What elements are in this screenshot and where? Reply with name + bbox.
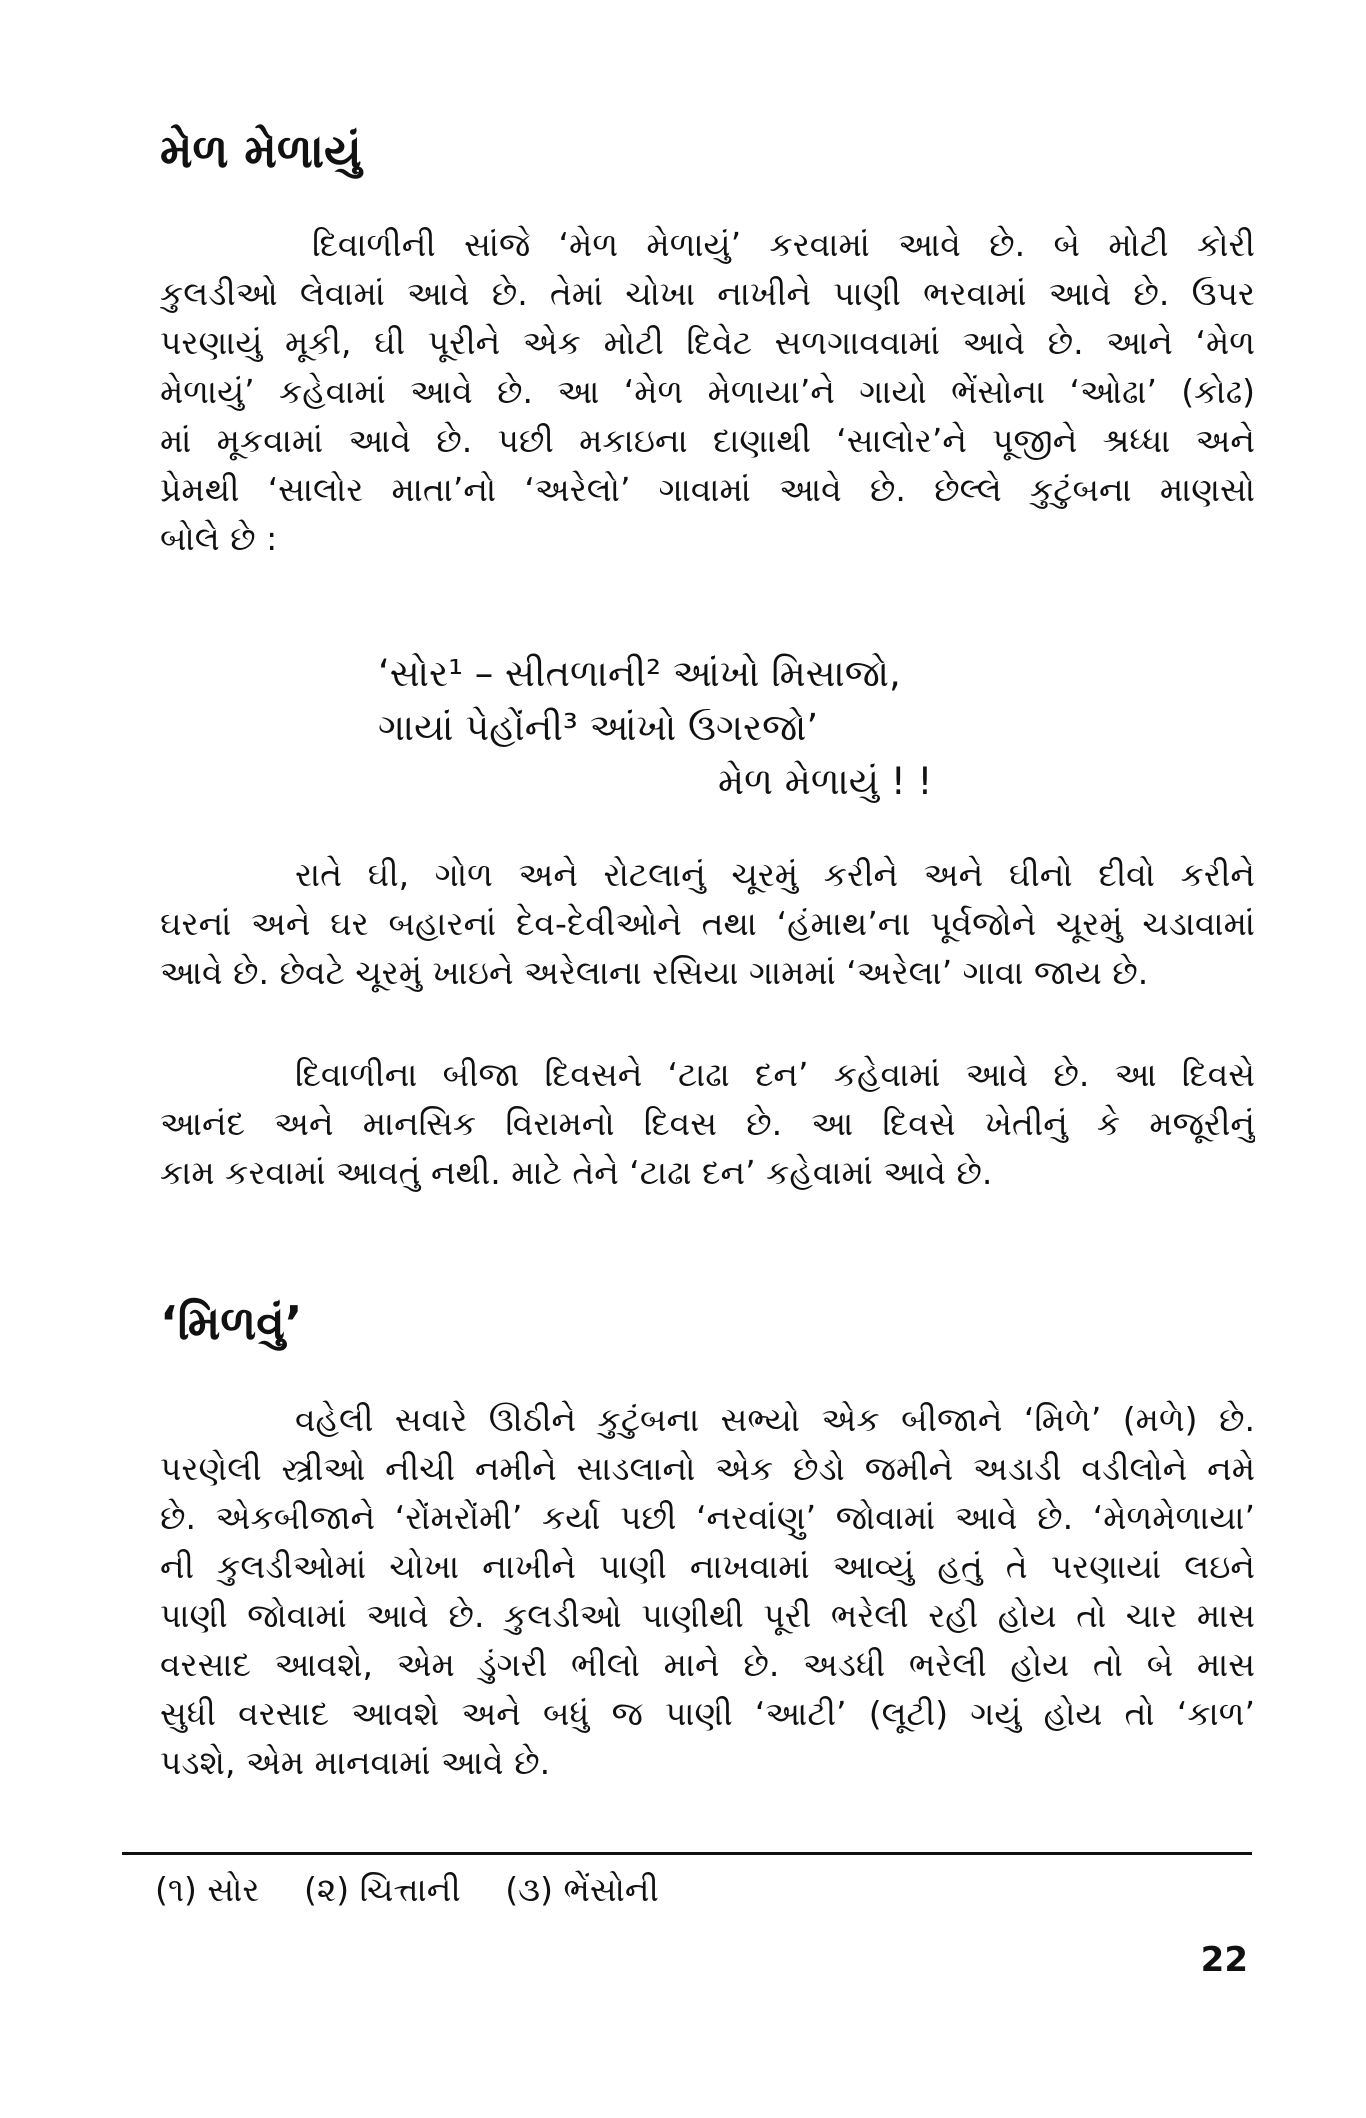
- paragraph-line: પરણાયું મૂકી, ઘી પૂરીને એક મોટી દિવેટ સળગાવવામાં આવે છે. આને ‘મેળ: [160, 323, 1255, 362]
- footnote-2: (૨) ચિત્તાની: [303, 1870, 461, 1909]
- paragraph-line: વરસાદ આવશે, એમ ડુંગરી ભીલો માને છે. અડધી ભરેલી હોય તો બે માસ: [160, 1645, 1255, 1684]
- footnote-divider: [122, 1852, 1252, 1855]
- paragraph-line: છે. એકબીજાને ‘રોંમરોંમી’ કર્યા પછી ‘નરવાંણુ’ જોવામાં આવે છે. ‘મેળમેળાયા’: [160, 1498, 1255, 1537]
- footnote-3: (૩) ભેંસોની: [505, 1870, 659, 1909]
- paragraph-line: પ્રેમથી ‘સાલોર માતા’નો ‘અરેલો’ ગાવામાં આવે છે. છેલ્લે કુટુંબના માણસો: [160, 470, 1255, 509]
- paragraph-line: આવે છે. છેવટે ચૂરમું ખાઇને અરેલાના રસિયા ગામમાં ‘અરેલા’ ગાવા જાય છે.: [160, 953, 1149, 992]
- paragraph-line: વહેલી સવારે ઊઠીને કુટુંબના સભ્યો એક બીજાને ‘મિળે’ (મળે) છે.: [295, 1400, 1255, 1439]
- paragraph-line: આનંદ અને માનસિક વિરામનો દિવસ છે. આ દિવસે ખેતીનું કે મજૂરીનું: [160, 1104, 1255, 1143]
- verse-line-3: મેળ મેળાયું ! !: [718, 760, 933, 803]
- section-heading-mel-melayu: મેળ મેળાયું: [160, 124, 362, 178]
- paragraph-line: માં મૂકવામાં આવે છે. પછી મકાઇના દાણાથી ‘સાલોર’ને પૂજીને શ્રધ્ધા અને: [160, 421, 1255, 460]
- paragraph-line: રાતે ઘી, ગોળ અને રોટલાનું ચૂરમું કરીને અને ઘીનો દીવો કરીને: [295, 855, 1255, 894]
- paragraph-line: બોલે છે :: [160, 519, 278, 558]
- paragraph-line: મેળાયું’ કહેવામાં આવે છે. આ ‘મેળ મેળાયા’ને ગાયો ભેંસોના ‘ઓઢા’ (કોઢ): [160, 372, 1255, 411]
- paragraph-line: કામ કરવામાં આવતું નથી. માટે તેને ‘ટાઢા દન’ કહેવામાં આવે છે.: [160, 1153, 993, 1192]
- paragraph-line: પરણેલી સ્ત્રીઓ નીચી નમીને સાડલાનો એક છેડો જમીને અડાડી વડીલોને નમે: [160, 1449, 1255, 1488]
- footnotes: [155, 1870, 693, 1910]
- section-heading-milvu: ‘મિળવું’: [160, 1296, 303, 1350]
- paragraph-line: દિવાળીની સાંજે ‘મેળ મેળાયું’ કરવામાં આવે છે. બે મોટી કોરી: [312, 225, 1255, 264]
- paragraph-mel-melayu-intro: [160, 220, 1255, 563]
- paragraph-night-offering: [160, 850, 1255, 997]
- paragraph-line: પડશે, એમ માનવામાં આવે છે.: [160, 1743, 551, 1782]
- paragraph-milvu: [160, 1395, 1255, 1787]
- paragraph-line: પાણી જોવામાં આવે છે. કુલડીઓ પાણીથી પૂરી ભરેલી રહી હોય તો ચાર માસ: [160, 1596, 1255, 1635]
- paragraph-line: સુધી વરસાદ આવશે અને બધું જ પાણી ‘આટી’ (લૂટી) ગયું હોય તો ‘કાળ’: [160, 1694, 1255, 1733]
- paragraph-line: ની કુલડીઓમાં ચોખા નાખીને પાણી નાખવામાં આવ્યું હતું તે પરણાયાં લઇને: [160, 1547, 1255, 1586]
- paragraph-line: કુલડીઓ લેવામાં આવે છે. તેમાં ચોખા નાખીને પાણી ભરવામાં આવે છે. ઉપર: [160, 274, 1255, 313]
- paragraph-tadha-dan: [160, 1050, 1255, 1197]
- verse-line-1: ‘સોર¹ – સીતળાની² આંખો મિસાજો,: [378, 652, 901, 695]
- paragraph-line: દિવાળીના બીજા દિવસને ‘ટાઢા દન’ કહેવામાં આવે છે. આ દિવસે: [295, 1055, 1255, 1094]
- verse-line-2: ગાયાં પેહોંની³ આંખો ઉગરજો’: [378, 706, 819, 749]
- footnote-1: (૧) સોર: [155, 1870, 260, 1909]
- paragraph-line: ઘરનાં અને ઘર બહારનાં દેવ-દેવીઓને તથા ‘હંમાથ’ના પૂર્વજોને ચૂરમું ચડાવામાં: [160, 904, 1255, 943]
- page-number: 22: [1200, 1940, 1248, 1980]
